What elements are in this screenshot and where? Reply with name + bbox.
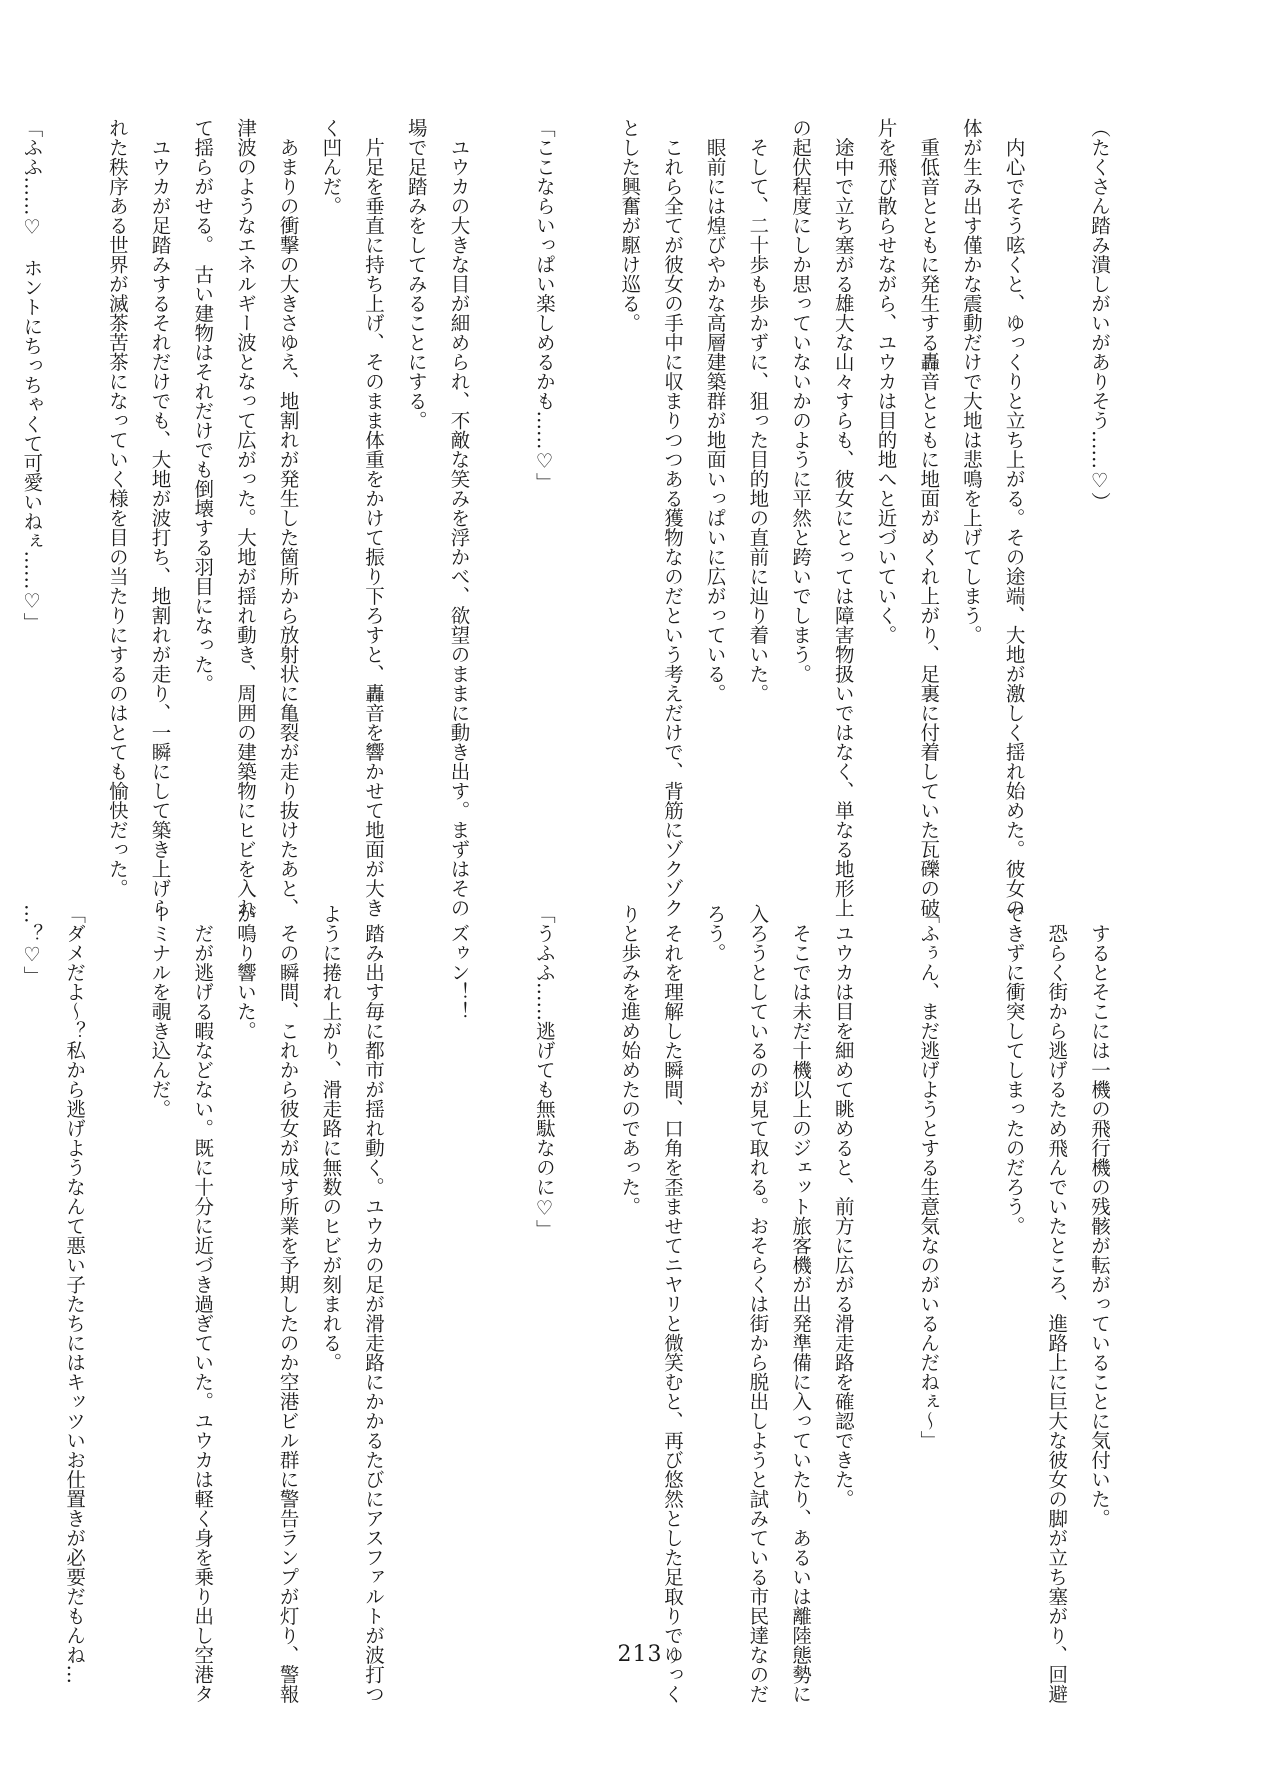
text-line: そこでは未だ十機以上のジェット旅客機が出発準備に入っていたり、あるいは離陸態勢に — [789, 904, 813, 1704]
blank-line — [0, 904, 10, 1624]
text-line: 「ダメだよ～？私から逃げようなんて悪い子たちにはキッツいお仕置きが必要だもんね… — [63, 904, 87, 1684]
text-line: そして、二十歩も歩かずに、狙った目的地の直前に辿り着いた。 — [746, 118, 770, 703]
blank-line — [1035, 118, 1078, 838]
text-line: 入ろうとしているのが見て取れる。おそらくは街から脱出しようと試みている市民達なのだ — [746, 904, 770, 1704]
text-line: （たくさん踏み潰しがいがありそう……♡） — [1088, 118, 1111, 512]
text-line: ユウカの大きな目が細められ、不敵な笑みを浮かべ、欲望のままに動き出す。まずはその — [447, 118, 471, 918]
text-line: ろう。 — [703, 904, 727, 963]
text-line: …？♡」 — [20, 904, 44, 986]
blank-line — [95, 904, 138, 1624]
text-line: の起伏程度にしか思っていないかのように平然と跨いでしまう。 — [789, 118, 813, 684]
blank-line — [52, 118, 95, 838]
text-line: ユウカが足踏みするそれだけでも、大地が波打ち、地割れが走り、一瞬にして築き上げら — [148, 118, 172, 918]
text-line: とした興奮が駆け巡る。 — [618, 118, 642, 333]
text-line: ーミナルを覗き込んだ。 — [148, 904, 172, 1119]
text-line: だが逃げる暇などない。既に十分に近づき過ぎていた。ユウカは軽く身を乗り出し空港タ — [191, 904, 215, 1704]
top-text-tier — [20, 118, 1120, 918]
text-line: ズゥン！！ — [447, 904, 471, 1021]
text-line: できずに衝突してしまったのだろう。 — [1002, 904, 1026, 1236]
text-line: 「ふぅん、まだ逃げようとする生意気なのがいるんだねぇ～」 — [917, 904, 941, 1450]
text-line: ように捲れ上がり、滑走路に無数のヒビが刻まれる。 — [319, 904, 343, 1372]
text-line: て揺らがせる。 古い建物はそれだけでも倒壊する羽目になった。 — [191, 118, 215, 694]
text-line: ユウカは目を細めて眺めると、前方に広がる滑走路を確認できた。 — [831, 904, 855, 1509]
text-line: これら全てが彼女の手中に収まりつつある獲物なのだという考えだけで、背筋にゾクゾク — [660, 118, 684, 918]
blank-line — [565, 904, 608, 1624]
text-line: 「ここならいっぱい楽しめるかも……♡」 — [532, 118, 556, 492]
text-line: 場で足踏みをしてみることにする。 — [404, 118, 428, 430]
text-line: 体が生み出す僅かな震動だけで大地は悲鳴を上げてしまう。 — [959, 118, 983, 645]
text-line: 恐らく街から逃げるため飛んでいたところ、進路上に巨大な彼女の脚が立ち塞がり、回避 — [1045, 904, 1069, 1704]
text-line: 内心でそう呟くと、ゆっくりと立ち上がる。その途端、大地が激しく揺れ始めた。彼女の — [1002, 118, 1026, 918]
text-line: が鳴り響いた。 — [233, 904, 257, 1041]
text-line: あまりの衝撃の大きさゆえ、地割れが発生した箇所から放射状に亀裂が走り抜けたあと、 — [276, 118, 300, 918]
text-line: 片足を垂直に持ち上げ、そのまま体重をかけて振り下ろすと、轟音を響かせて地面が大き — [362, 118, 386, 918]
blank-line — [864, 904, 907, 1624]
text-line: 眼前には煌びやかな高層建築群が地面いっぱいに広がっている。 — [703, 118, 727, 703]
blank-line — [949, 904, 992, 1624]
text-line: 津波のようなエネルギー波となって広がった。大地が揺れ動き、周囲の建築物にヒビを入れ — [233, 118, 257, 918]
text-line: 重低音とともに発生する轟音とともに地面がめくれ上がり、足裏に付着していた瓦礫の破 — [917, 118, 941, 918]
text-line: 片を飛び散らせながら、ユウカは目的地へと近づいていく。 — [874, 118, 898, 645]
text-line: れた秩序ある世界が滅茶苦茶になっていく様を目の当たりにするのはとても愉快だった。 — [105, 118, 129, 898]
blank-line — [394, 904, 437, 1624]
text-line: するとそこには一機の飛行機の残骸が転がっていることに気付いた。 — [1088, 904, 1111, 1528]
text-line: 「うふふ……逃げても無駄なのに♡」 — [532, 904, 556, 1239]
blank-line — [479, 904, 522, 1624]
blank-line — [479, 118, 522, 838]
text-line: 途中で立ち塞がる雄大な山々すらも、彼女にとっては障害物扱いではなく、単なる地形上 — [831, 118, 855, 918]
blank-line — [565, 118, 608, 838]
text-line: それを理解した瞬間、口角を歪ませてニヤリと微笑むと、再び悠然とした足取りでゆっく — [660, 904, 684, 1704]
text-line: りと歩みを進め始めたのであった。 — [618, 904, 642, 1216]
text-line: 踏み出す毎に都市が揺れ動く。ユウカの足が滑走路にかかるたびにアスファルトが波打つ — [362, 904, 386, 1704]
text-line: 「ふふ……♡ ホントにちっちゃくて可愛いねぇ……♡」 — [20, 118, 44, 632]
text-line: く凹んだ。 — [319, 118, 343, 216]
text-line: その瞬間、これから彼女が成す所業を予期したのか空港ビル群に警告ランプが灯り、警報 — [276, 904, 300, 1704]
page-number: 213 — [617, 1642, 663, 1667]
blank-line — [0, 118, 10, 838]
